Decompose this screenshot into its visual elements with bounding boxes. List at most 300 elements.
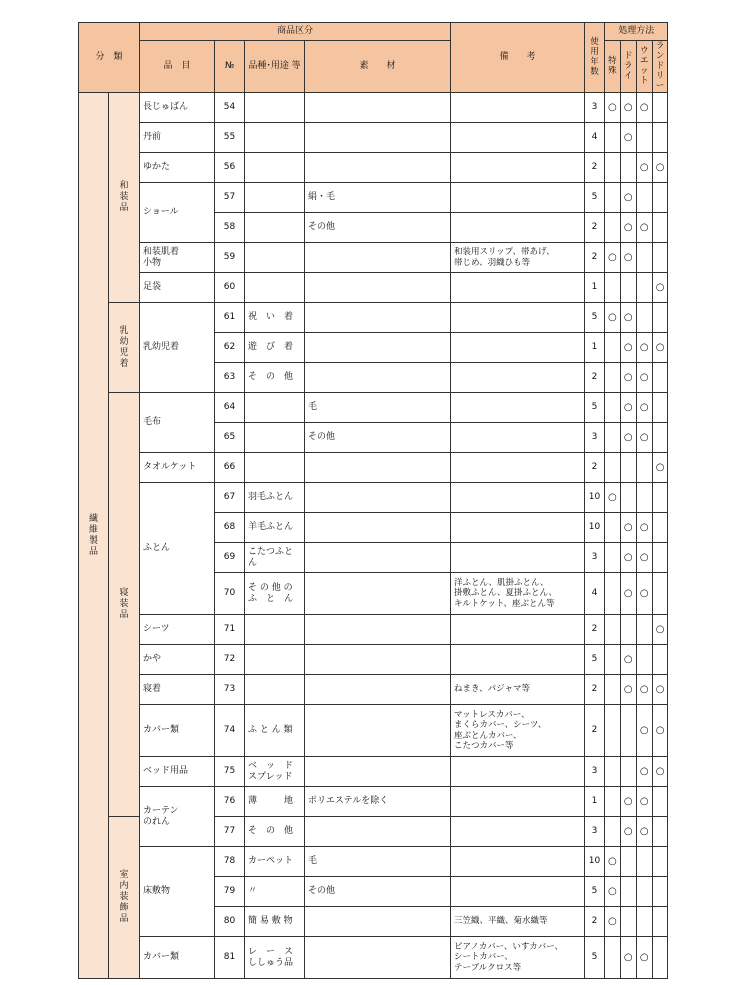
row-variety: 祝 い 着 <box>245 303 305 333</box>
row-no: 80 <box>215 907 245 937</box>
table-row <box>79 705 668 757</box>
row-material <box>305 303 451 333</box>
header-special-text: 特殊 <box>608 56 617 76</box>
circle-mark-icon: ○ <box>639 724 649 736</box>
row-material: その他 <box>305 877 451 907</box>
header-material: 素 材 <box>305 41 451 93</box>
mark-dry <box>620 393 636 423</box>
mark-wet <box>636 183 652 213</box>
header-no: № <box>215 41 245 93</box>
mark-laundry <box>652 213 668 243</box>
table-row <box>79 675 668 705</box>
table-row <box>79 615 668 645</box>
circle-mark-icon: ○ <box>655 683 665 695</box>
circle-mark-icon: ○ <box>639 765 649 777</box>
header-years <box>585 23 605 93</box>
circle-mark-icon: ○ <box>623 401 633 413</box>
row-material <box>305 273 451 303</box>
circle-mark-icon: ○ <box>639 795 649 807</box>
group-nyuyouji <box>109 303 140 393</box>
row-variety: 簡 易 敷 物 <box>245 907 305 937</box>
mark-wet <box>636 333 652 363</box>
item-name: カバー類 <box>140 937 215 979</box>
mark-dry <box>620 543 636 573</box>
row-variety <box>245 273 305 303</box>
row-remarks: 三笠織、平織、菊水織等 <box>451 907 585 937</box>
row-years: 10 <box>585 483 605 513</box>
row-remarks <box>451 877 585 907</box>
item-name: 足袋 <box>140 273 215 303</box>
table-row <box>79 153 668 183</box>
group-shitsunai-label: 室内装飾品 <box>119 870 129 925</box>
mark-wet <box>636 847 652 877</box>
row-no: 59 <box>215 243 245 273</box>
mark-wet <box>636 273 652 303</box>
row-material <box>305 93 451 123</box>
row-remarks <box>451 213 585 243</box>
mark-dry <box>620 877 636 907</box>
row-remarks <box>451 333 585 363</box>
row-remarks: 和装用スリップ、帯あげ、 帯じめ、羽織ひも等 <box>451 243 585 273</box>
mark-laundry <box>652 183 668 213</box>
row-material <box>305 675 451 705</box>
mark-special <box>605 937 621 979</box>
row-material <box>305 153 451 183</box>
mark-wet <box>636 907 652 937</box>
mark-dry <box>620 363 636 393</box>
table-row <box>79 847 668 877</box>
circle-mark-icon: ○ <box>608 101 617 113</box>
mark-wet <box>636 393 652 423</box>
mark-special <box>605 543 621 573</box>
mark-laundry <box>652 453 668 483</box>
row-material <box>305 123 451 153</box>
row-no: 64 <box>215 393 245 423</box>
row-remarks <box>451 183 585 213</box>
row-remarks <box>451 303 585 333</box>
item-name: 和装肌着 小物 <box>140 243 215 273</box>
row-years: 10 <box>585 513 605 543</box>
circle-mark-icon: ○ <box>623 587 633 599</box>
mark-laundry <box>652 93 668 123</box>
header-laundry-text: ランドリー <box>655 41 665 91</box>
item-name: ベッド用品 <box>140 757 215 787</box>
row-remarks <box>451 817 585 847</box>
mark-wet <box>636 615 652 645</box>
mark-dry <box>620 303 636 333</box>
row-variety: 薄 地 <box>245 787 305 817</box>
row-remarks <box>451 93 585 123</box>
row-no: 72 <box>215 645 245 675</box>
mark-dry <box>620 645 636 675</box>
item-name: かや <box>140 645 215 675</box>
header-wet-text: ウエット <box>639 46 649 86</box>
header-special <box>605 41 621 93</box>
item-name: カーテン のれん <box>140 787 215 847</box>
header-item: 品 目 <box>140 41 215 93</box>
mark-wet <box>636 213 652 243</box>
circle-mark-icon: ○ <box>623 311 633 323</box>
row-no: 75 <box>215 757 245 787</box>
circle-mark-icon: ○ <box>639 341 649 353</box>
circle-mark-icon: ○ <box>623 371 633 383</box>
table-body <box>79 23 668 979</box>
row-material: その他 <box>305 213 451 243</box>
row-variety: そ の 他 の ふ と ん <box>245 573 305 615</box>
row-variety: 遊 び 着 <box>245 333 305 363</box>
circle-mark-icon: ○ <box>623 951 633 963</box>
circle-mark-icon: ○ <box>623 683 633 695</box>
header-variety: 品種･用途 等 <box>245 41 305 93</box>
mark-dry <box>620 123 636 153</box>
row-no: 55 <box>215 123 245 153</box>
mark-special <box>605 645 621 675</box>
row-years: 3 <box>585 423 605 453</box>
circle-mark-icon: ○ <box>623 221 633 233</box>
row-material <box>305 333 451 363</box>
header-dry <box>620 41 636 93</box>
row-remarks <box>451 363 585 393</box>
row-remarks <box>451 273 585 303</box>
row-remarks <box>451 393 585 423</box>
mark-dry <box>620 183 636 213</box>
row-no: 63 <box>215 363 245 393</box>
row-variety <box>245 243 305 273</box>
mark-laundry <box>652 333 668 363</box>
mark-laundry <box>652 615 668 645</box>
row-years: 5 <box>585 303 605 333</box>
header-remarks: 備 考 <box>451 23 585 93</box>
mark-wet <box>636 817 652 847</box>
item-table <box>78 22 668 979</box>
row-years: 2 <box>585 675 605 705</box>
mark-special <box>605 675 621 705</box>
mark-wet <box>636 483 652 513</box>
mark-special <box>605 907 621 937</box>
row-remarks <box>451 645 585 675</box>
mark-dry <box>620 513 636 543</box>
row-no: 62 <box>215 333 245 363</box>
mark-wet <box>636 243 652 273</box>
mark-laundry <box>652 153 668 183</box>
circle-mark-icon: ○ <box>639 371 649 383</box>
mark-special <box>605 303 621 333</box>
row-years: 2 <box>585 213 605 243</box>
mark-dry <box>620 93 636 123</box>
mark-dry <box>620 675 636 705</box>
mark-laundry <box>652 645 668 675</box>
row-no: 79 <box>215 877 245 907</box>
mark-dry <box>620 213 636 243</box>
row-material <box>305 363 451 393</box>
mark-special <box>605 757 621 787</box>
mark-special <box>605 243 621 273</box>
row-years: 3 <box>585 93 605 123</box>
row-remarks: 洋ふとん、肌掛ふとん、 掛敷ふとん、夏掛ふとん、 キルトケット、座ぶとん等 <box>451 573 585 615</box>
mark-wet <box>636 757 652 787</box>
group-shitsunai <box>109 817 140 979</box>
mark-special <box>605 123 621 153</box>
circle-mark-icon: ○ <box>623 825 633 837</box>
mark-special <box>605 423 621 453</box>
mark-wet <box>636 787 652 817</box>
header-laundry <box>652 41 668 93</box>
mark-special <box>605 393 621 423</box>
item-name: 寝着 <box>140 675 215 705</box>
mark-laundry <box>652 513 668 543</box>
group-nyuyouji-label: 乳幼児着 <box>119 325 129 369</box>
row-no: 76 <box>215 787 245 817</box>
mark-special <box>605 573 621 615</box>
circle-mark-icon: ○ <box>639 221 649 233</box>
row-material: その他 <box>305 423 451 453</box>
row-no: 60 <box>215 273 245 303</box>
row-remarks <box>451 423 585 453</box>
row-remarks: マットレスカバー、 まくらカバー、シーツ、 座ぶとんカバー、 こたつカバー等 <box>451 705 585 757</box>
row-variety: ふ と ん 類 <box>245 705 305 757</box>
row-remarks <box>451 513 585 543</box>
circle-mark-icon: ○ <box>608 491 617 503</box>
header-method: 処理方法 <box>605 23 668 41</box>
mark-laundry <box>652 573 668 615</box>
mark-laundry <box>652 483 668 513</box>
mark-dry <box>620 423 636 453</box>
item-name: タオルケット <box>140 453 215 483</box>
row-no: 54 <box>215 93 245 123</box>
mark-special <box>605 483 621 513</box>
mark-laundry <box>652 303 668 333</box>
row-years: 2 <box>585 243 605 273</box>
table-row <box>79 393 668 423</box>
row-remarks <box>451 615 585 645</box>
row-years: 2 <box>585 705 605 757</box>
table-row <box>79 645 668 675</box>
row-remarks <box>451 787 585 817</box>
row-variety: そ の 他 <box>245 363 305 393</box>
row-material <box>305 907 451 937</box>
item-name: ふとん <box>140 483 215 615</box>
group-top <box>79 93 109 979</box>
mark-laundry <box>652 243 668 273</box>
mark-special <box>605 213 621 243</box>
circle-mark-icon: ○ <box>655 765 665 777</box>
group-shinsou <box>109 393 140 817</box>
mark-special <box>605 705 621 757</box>
circle-mark-icon: ○ <box>608 311 617 323</box>
circle-mark-icon: ○ <box>639 401 649 413</box>
row-years: 2 <box>585 615 605 645</box>
mark-special <box>605 333 621 363</box>
row-remarks <box>451 543 585 573</box>
circle-mark-icon: ○ <box>623 521 633 533</box>
mark-special <box>605 847 621 877</box>
table-row <box>79 453 668 483</box>
mark-dry <box>620 705 636 757</box>
table-row <box>79 273 668 303</box>
circle-mark-icon: ○ <box>608 855 617 867</box>
row-years: 1 <box>585 787 605 817</box>
group-wasou-label: 和装品 <box>119 181 129 214</box>
row-years: 4 <box>585 573 605 615</box>
mark-wet <box>636 423 652 453</box>
circle-mark-icon: ○ <box>639 431 649 443</box>
mark-wet <box>636 675 652 705</box>
table-row <box>79 243 668 273</box>
row-years: 10 <box>585 847 605 877</box>
mark-special <box>605 93 621 123</box>
row-material <box>305 645 451 675</box>
table-row <box>79 93 668 123</box>
item-name: ゆかた <box>140 153 215 183</box>
circle-mark-icon: ○ <box>639 683 649 695</box>
circle-mark-icon: ○ <box>623 251 633 263</box>
row-variety: 〃 <box>245 877 305 907</box>
circle-mark-icon: ○ <box>623 653 633 665</box>
row-years: 5 <box>585 183 605 213</box>
circle-mark-icon: ○ <box>608 915 617 927</box>
item-name: 長じゅばん <box>140 93 215 123</box>
row-material <box>305 705 451 757</box>
mark-wet <box>636 573 652 615</box>
mark-laundry <box>652 937 668 979</box>
mark-wet <box>636 513 652 543</box>
circle-mark-icon: ○ <box>655 281 665 293</box>
mark-dry <box>620 847 636 877</box>
group-top-label: 繊維製品 <box>88 513 98 557</box>
mark-wet <box>636 363 652 393</box>
row-variety <box>245 615 305 645</box>
mark-laundry <box>652 877 668 907</box>
mark-dry <box>620 573 636 615</box>
table-row <box>79 123 668 153</box>
row-no: 66 <box>215 453 245 483</box>
circle-mark-icon: ○ <box>623 191 633 203</box>
mark-laundry <box>652 787 668 817</box>
group-wasou <box>109 93 140 303</box>
mark-laundry <box>652 817 668 847</box>
row-years: 5 <box>585 877 605 907</box>
table-row <box>79 787 668 817</box>
circle-mark-icon: ○ <box>608 251 617 263</box>
circle-mark-icon: ○ <box>639 587 649 599</box>
group-shinsou-label: 寝装品 <box>119 588 129 621</box>
row-years: 2 <box>585 453 605 483</box>
row-no: 69 <box>215 543 245 573</box>
row-remarks <box>451 757 585 787</box>
row-years: 2 <box>585 153 605 183</box>
circle-mark-icon: ○ <box>655 724 665 736</box>
row-variety <box>245 123 305 153</box>
circle-mark-icon: ○ <box>655 623 665 635</box>
row-years: 3 <box>585 543 605 573</box>
table-row <box>79 303 668 333</box>
row-no: 61 <box>215 303 245 333</box>
row-material <box>305 817 451 847</box>
table-row <box>79 937 668 979</box>
mark-laundry <box>652 123 668 153</box>
mark-dry <box>620 907 636 937</box>
row-no: 56 <box>215 153 245 183</box>
circle-mark-icon: ○ <box>639 951 649 963</box>
mark-special <box>605 787 621 817</box>
mark-special <box>605 513 621 543</box>
row-no: 70 <box>215 573 245 615</box>
row-remarks <box>451 483 585 513</box>
mark-dry <box>620 453 636 483</box>
mark-dry <box>620 817 636 847</box>
mark-dry <box>620 757 636 787</box>
mark-laundry <box>652 757 668 787</box>
item-name: 毛布 <box>140 393 215 453</box>
row-variety <box>245 645 305 675</box>
header-dry-text: ドライ <box>623 51 633 81</box>
row-no: 65 <box>215 423 245 453</box>
mark-special <box>605 363 621 393</box>
row-material: 毛 <box>305 847 451 877</box>
row-material <box>305 483 451 513</box>
row-years: 4 <box>585 123 605 153</box>
mark-dry <box>620 333 636 363</box>
row-material <box>305 937 451 979</box>
mark-wet <box>636 153 652 183</box>
mark-laundry <box>652 705 668 757</box>
circle-mark-icon: ○ <box>623 101 633 113</box>
circle-mark-icon: ○ <box>623 795 633 807</box>
row-years: 5 <box>585 937 605 979</box>
mark-wet <box>636 93 652 123</box>
mark-wet <box>636 453 652 483</box>
row-no: 81 <box>215 937 245 979</box>
row-variety <box>245 675 305 705</box>
table-row <box>79 183 668 213</box>
mark-dry <box>620 615 636 645</box>
item-name: 乳幼児着 <box>140 303 215 393</box>
header-classification: 分 類 <box>79 23 140 93</box>
mark-dry <box>620 787 636 817</box>
mark-wet <box>636 303 652 333</box>
mark-special <box>605 183 621 213</box>
mark-wet <box>636 877 652 907</box>
header-wet <box>636 41 652 93</box>
row-variety: レ ー ス ししゅう品 <box>245 937 305 979</box>
row-variety <box>245 423 305 453</box>
row-material <box>305 243 451 273</box>
row-variety <box>245 153 305 183</box>
circle-mark-icon: ○ <box>639 521 649 533</box>
mark-laundry <box>652 393 668 423</box>
mark-laundry <box>652 423 668 453</box>
mark-laundry <box>652 363 668 393</box>
circle-mark-icon: ○ <box>655 341 665 353</box>
mark-laundry <box>652 847 668 877</box>
mark-laundry <box>652 543 668 573</box>
row-variety <box>245 183 305 213</box>
row-remarks <box>451 453 585 483</box>
row-material: 絹・毛 <box>305 183 451 213</box>
mark-dry <box>620 153 636 183</box>
row-remarks: ピアノカバー、いすカバー、 シートカバー、 テーブルクロス等 <box>451 937 585 979</box>
row-remarks <box>451 847 585 877</box>
row-material <box>305 615 451 645</box>
row-years: 1 <box>585 273 605 303</box>
mark-wet <box>636 937 652 979</box>
mark-laundry <box>652 273 668 303</box>
row-years: 5 <box>585 645 605 675</box>
row-remarks <box>451 123 585 153</box>
row-no: 68 <box>215 513 245 543</box>
mark-wet <box>636 543 652 573</box>
mark-dry <box>620 483 636 513</box>
